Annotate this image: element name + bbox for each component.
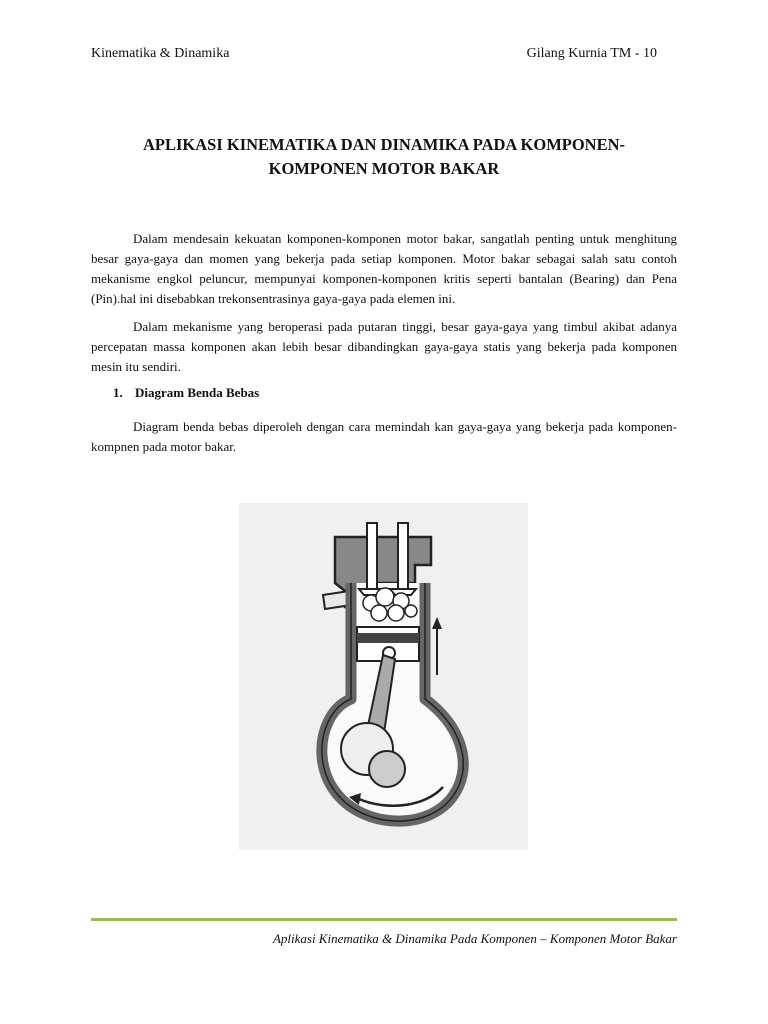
- paragraph-section-text: Diagram benda bebas diperoleh dengan cara memindah kan gaya-gaya yang bekerja pada komponen-kompnen pada motor bakar.: [91, 419, 677, 454]
- section-title: Diagram Benda Bebas: [135, 385, 260, 400]
- section-number: 1.: [113, 385, 123, 400]
- engine-figure: [239, 503, 528, 850]
- page-title: [91, 133, 677, 181]
- paragraph-high-speed: Dalam mekanisme yang beroperasi pada putaran tinggi, besar gaya-gaya yang timbul akibat adanya percepatan massa komponen akan lebih besar dibandingkan gaya-gaya statis yang bekerja pada komponen mesin itu sendiri.: [91, 319, 677, 374]
- title-line-1: APLIKASI KINEMATIKA DAN DINAMIKA PADA KOMPONEN-: [142, 135, 626, 154]
- paragraph-intro: Dalam mendesain kekuatan komponen-komponen motor bakar, sangatlah penting untuk menghitung besar gaya-gaya dan momen yang bekerja pada setiap komponen. Motor bakar sebagai salah satu contoh mekanisme engkol peluncur, mempunyai komponen-komponen kritis seperti bantalan (Bearing) dan Pena (Pin).hal ini disebabkan trekonsentrasinya gaya-gaya pada elemen ini.: [91, 231, 677, 306]
- engine-piston-diagram-icon: [239, 503, 528, 850]
- header-right: Gilang Kurnia TM - 10: [526, 46, 657, 61]
- section-heading: [113, 385, 259, 401]
- title-line-2: KOMPONEN MOTOR BAKAR: [268, 159, 500, 178]
- footer-rule: [91, 918, 677, 921]
- header-left: Kinematika & Dinamika: [91, 46, 230, 61]
- footer-text: Aplikasi Kinematika & Dinamika Pada Komponen – Komponen Motor Bakar: [272, 931, 677, 946]
